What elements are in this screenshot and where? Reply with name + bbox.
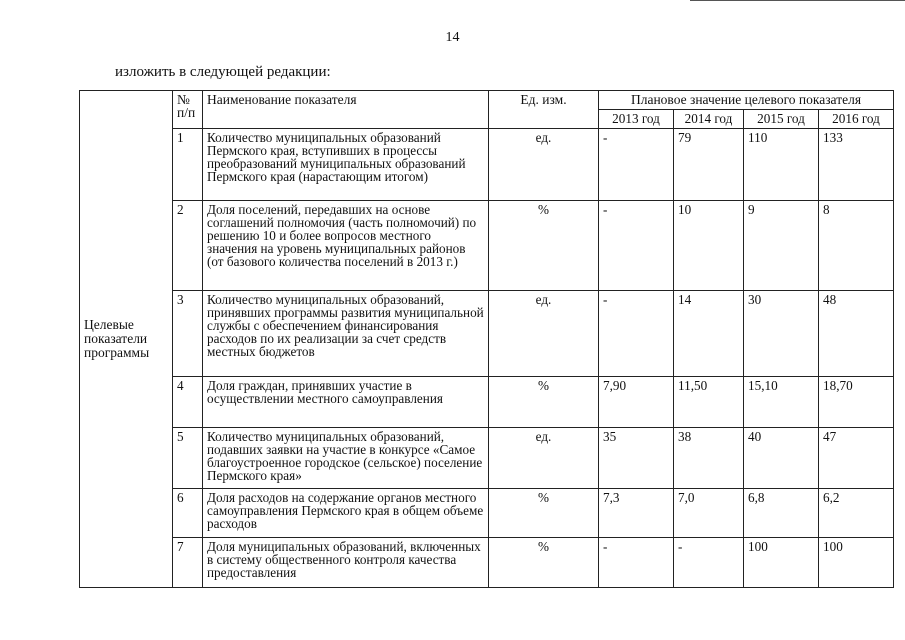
- row-name: Количество муниципальных образований, подавших заявки на участие в конкурсе «Самое благоустроенное городское (сельское) поселение Пермского края»: [203, 428, 489, 489]
- header-name: Наименование показателя: [203, 91, 489, 129]
- row-num: 6: [173, 489, 203, 538]
- header-year: 2014 год: [674, 110, 744, 129]
- header-year: 2015 год: [744, 110, 819, 129]
- row-value: -: [599, 201, 674, 291]
- row-value: 35: [599, 428, 674, 489]
- row-value: -: [599, 129, 674, 201]
- row-unit: %: [489, 377, 599, 428]
- table-row: [80, 129, 894, 201]
- row-unit: ед.: [489, 291, 599, 377]
- row-value: 9: [744, 201, 819, 291]
- row-name: Доля расходов на содержание органов местного самоуправления Пермского края в общем объеме расходов: [203, 489, 489, 538]
- header-year: 2013 год: [599, 110, 674, 129]
- row-num: 1: [173, 129, 203, 201]
- row-unit: %: [489, 538, 599, 588]
- row-value: 110: [744, 129, 819, 201]
- row-value: -: [674, 538, 744, 588]
- row-unit: %: [489, 201, 599, 291]
- row-num: 7: [173, 538, 203, 588]
- row-value: 6,8: [744, 489, 819, 538]
- table-row: [80, 489, 894, 538]
- row-value: 100: [819, 538, 894, 588]
- row-value: 10: [674, 201, 744, 291]
- row-value: 48: [819, 291, 894, 377]
- row-value: 30: [744, 291, 819, 377]
- row-value: 40: [744, 428, 819, 489]
- header-num: № п/п: [173, 91, 203, 129]
- row-value: 8: [819, 201, 894, 291]
- row-name: Доля муниципальных образований, включенных в систему общественного контроля качества предоставления: [203, 538, 489, 588]
- row-name: Доля граждан, принявших участие в осуществлении местного самоуправления: [203, 377, 489, 428]
- row-value: 47: [819, 428, 894, 489]
- row-value: -: [599, 291, 674, 377]
- table-row: [80, 538, 894, 588]
- row-unit: ед.: [489, 428, 599, 489]
- table-row: [80, 201, 894, 291]
- row-value: 6,2: [819, 489, 894, 538]
- header-unit: Ед. изм.: [489, 91, 599, 129]
- row-num: 2: [173, 201, 203, 291]
- table-row: [80, 291, 894, 377]
- row-value: -: [599, 538, 674, 588]
- indicators-table: [79, 90, 894, 588]
- row-value: 133: [819, 129, 894, 201]
- row-name: Количество муниципальных образований, принявших программы развития муниципальной службы с обеспечением финансирования расходов по их реализации за счет средств местных бюджетов: [203, 291, 489, 377]
- row-name: Доля поселений, передавших на основе соглашений полномочия (часть полномочий) по решению 10 и более вопросов местного значения на уровень муниципальных районов (от базового количества поселений в 2013 г.): [203, 201, 489, 291]
- row-value: 79: [674, 129, 744, 201]
- header-planned: Плановое значение целевого показателя: [599, 91, 894, 110]
- row-num: 4: [173, 377, 203, 428]
- header-year: 2016 год: [819, 110, 894, 129]
- row-value: 100: [744, 538, 819, 588]
- row-unit: ед.: [489, 129, 599, 201]
- row-num: 5: [173, 428, 203, 489]
- top-rule: [690, 0, 905, 1]
- row-value: 15,10: [744, 377, 819, 428]
- header-row: [80, 91, 894, 110]
- row-value: 14: [674, 291, 744, 377]
- row-value: 38: [674, 428, 744, 489]
- row-unit: %: [489, 489, 599, 538]
- row-value: 18,70: [819, 377, 894, 428]
- table-row: [80, 428, 894, 489]
- page-bottom-crop: [0, 592, 905, 640]
- row-name: Количество муниципальных образований Пермского края, вступивших в процессы преобразований муниципальных образований Пермского края (нарастающим итогом): [203, 129, 489, 201]
- row-value: 11,50: [674, 377, 744, 428]
- intro-text: изложить в следующей редакции:: [115, 64, 331, 80]
- row-num: 3: [173, 291, 203, 377]
- page-number: 14: [445, 30, 460, 45]
- group-label: Целевые показатели программы: [80, 91, 173, 588]
- row-value: 7,3: [599, 489, 674, 538]
- row-value: 7,0: [674, 489, 744, 538]
- row-value: 7,90: [599, 377, 674, 428]
- table-row: [80, 377, 894, 428]
